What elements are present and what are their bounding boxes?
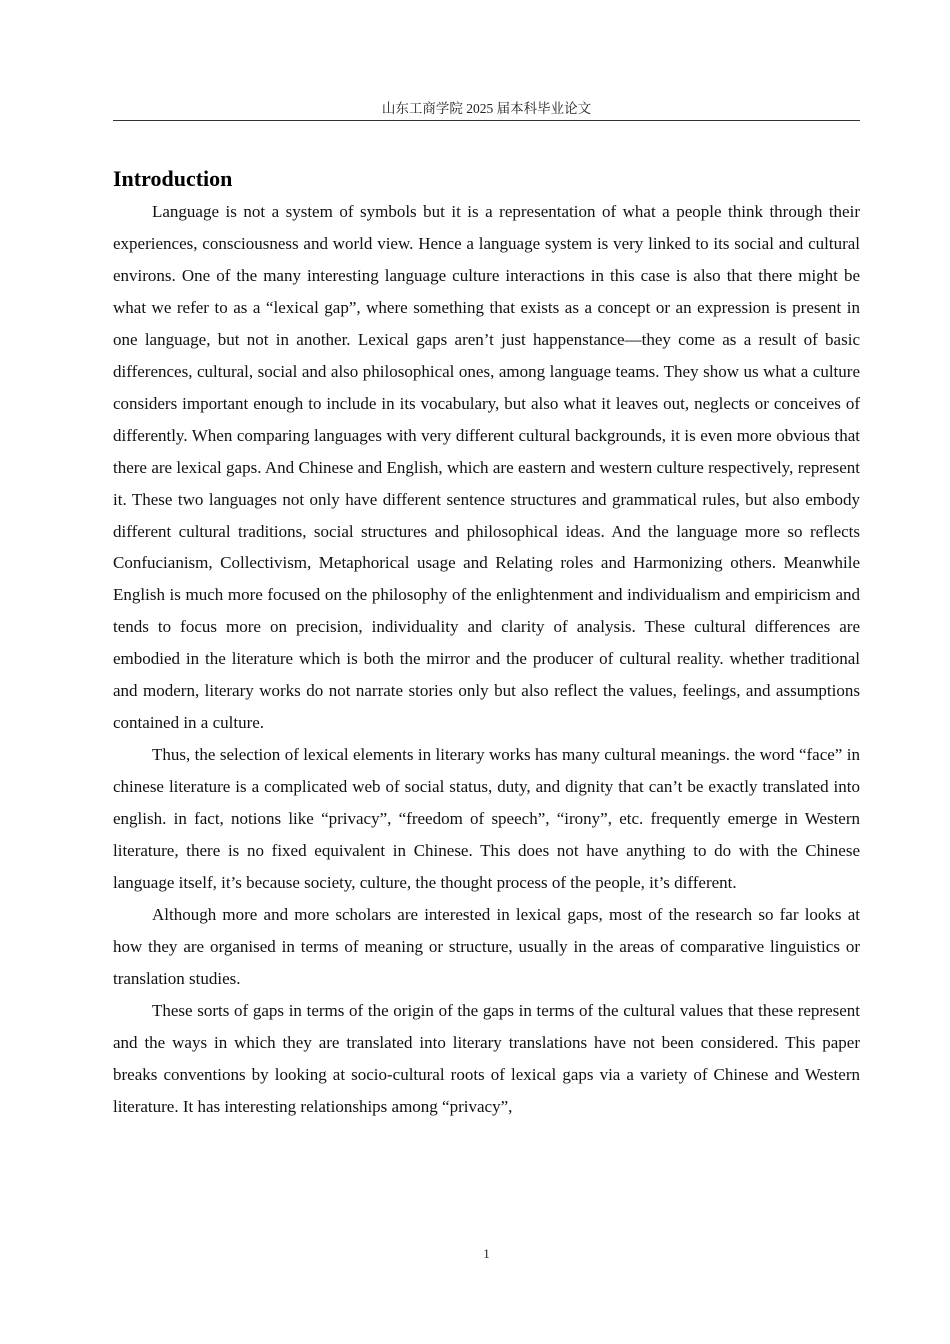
- header-divider: [113, 120, 860, 121]
- body-content: [113, 164, 860, 1123]
- running-header: 山东工商学院 2025 届本科毕业论文: [381, 101, 592, 116]
- body-paragraph: These sorts of gaps in terms of the origin of the gaps in terms of the cultural values that these represent and the ways in which they are translated into literary translations have not been considered. This paper breaks conventions by looking at socio-cultural roots of lexical gaps via a variety of Chinese and Western literature. It has interesting relationships among “privacy”,: [113, 1000, 860, 1116]
- page-number: 1: [483, 1246, 490, 1261]
- section-heading: Introduction: [113, 166, 233, 191]
- body-paragraph: Although more and more scholars are interested in lexical gaps, most of the research so far looks at how they are organised in terms of meaning or structure, usually in the areas of comparative linguistics or translation studies.: [113, 904, 860, 988]
- body-paragraph: Thus, the selection of lexical elements in literary works has many cultural meanings. the word “face” in chinese literature is a complicated web of social status, duty, and dignity that can’t be exactly translated into english. in fact, notions like “privacy”, “freedom of speech”, “irony”, etc. frequently emerge in Western literature, there is no fixed equivalent in Chinese. This does not have anything to do with the Chinese language itself, it’s because society, culture, the thought process of the people, it’s different.: [113, 745, 860, 893]
- body-paragraph: Language is not a system of symbols but it is a representation of what a people think through their experiences, consciousness and world view. Hence a language system is very linked to its social and cultural environs. One of the many interesting language culture interactions in this case is also that there might be what we refer to as a “lexical gap”, where something that exists as a concept or an expression is present in one language, but not in another. Lexical gaps aren’t just happenstance—they come as a result of basic differences, cultural, social and also philosophical ones, among language teams. They show us what a culture considers important enough to include in its vocabulary, but also what it leaves out, neglects or conceives of differently. When comparing languages with very different cultural backgrounds, it is even more obvious that there are lexical gaps. And Chinese and English, which are eastern and western culture respectively, represent it. These two languages not only have different sentence structures and grammatical rules, but also embody different cultural traditions, social structures and philosophical ideas. And the language more so reflects Confucianism, Collectivism, Metaphorical usage and Relating roles and Harmonizing others. Meanwhile English is much more focused on the philosophy of the enlightenment and individualism and empiricism and tends to focus more on precision, individuality and clarity of analysis. These cultural differences are embodied in the literature which is both the mirror and the producer of cultural reality. whether traditional and modern, literary works do not narrate stories only but also reflect the values, feelings, and assumptions contained in a culture.: [113, 202, 860, 733]
